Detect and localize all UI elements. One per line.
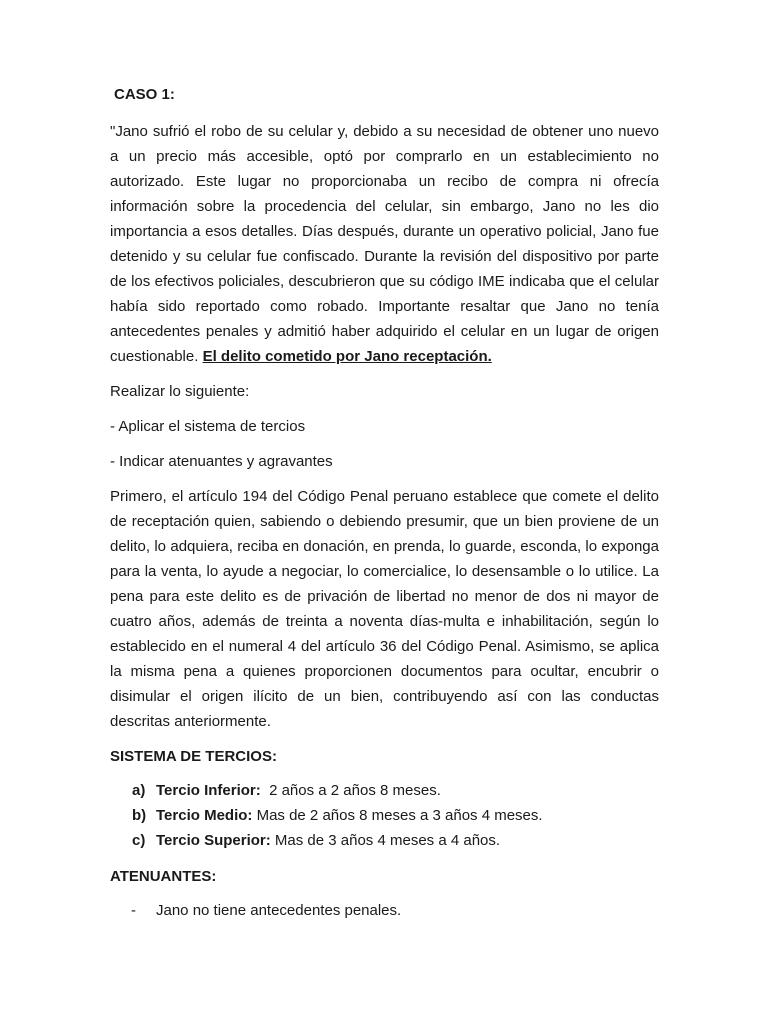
tercio-value: Mas de 2 años 8 meses a 3 años 4 meses. [252,807,543,824]
analysis-paragraph: Primero, el artículo 194 del Código Penal peruano establece que comete el delito de receptación quien, sabiendo o debiendo presumir, que un bien proviene de un delito, lo adquiera, reciba en donación, en prenda, lo guarde, esconda, lo exponga para la venta, lo ayude a negociar, lo comercialice, lo desensamble o lo utilice. La pena para este delito es de privación de libertad no menor de dos ni mayor de cuatro años, además de treinta a noventa días-multa e inhabilitación, según lo establecido en el numeral 4 del artículo 36 del Código Penal. Asimismo, se aplica la misma pena a quienes proporcionen documentos para ocultar, encubrir o disimular el origen ilícito de un bien, contribuyendo así con las conductas descritas anteriormente. [110,488,659,730]
instruction-item: - Aplicar el sistema de tercios [110,418,306,435]
instructions-intro: Realizar lo siguiente: [110,383,250,400]
dash-marker: - [131,902,136,919]
instruction-item: - Indicar atenuantes y agravantes [110,453,333,470]
list-marker: b) [132,807,147,824]
case-text: "Jano sufrió el robo de su celular y, debido a su necesidad de obtener uno nuevo a un precio más accesible, optó por comprarlo en un establecimiento no autorizado. Este lugar no proporcionaba un recibo de compra ni ofrecía información sobre la procedencia del celular, sin embargo, Jano no les dio importancia a esos detalles. Días después, durante un operativo policial, Jano fue detenido y su celular fue confiscado. Durante la revisión del dispositivo por parte de los efectivos policiales, descubrieron que su código IME indicaba que el celular había sido reportado como robado. Importante resaltar que Jano no tenía antecedentes penales y admitió haber adquirido el celular en un lugar de origen cuestionable. [110,123,659,365]
tercios-heading: SISTEMA DE TERCIOS: [110,748,277,765]
atenuantes-heading: ATENUANTES: [110,868,217,885]
atenuante-text: Jano no tiene antecedentes penales. [156,902,402,919]
list-marker: c) [132,832,146,849]
tercio-term: Tercio Superior: [156,832,271,849]
case-conclusion: El delito cometido por Jano receptación. [202,348,492,365]
tercio-term: Tercio Medio: [156,807,253,824]
tercio-item [132,828,659,853]
case-title: CASO 1: [114,86,175,103]
document-page [110,84,659,923]
atenuantes-list [110,898,659,923]
tercio-value: 2 años a 2 años 8 meses. [260,782,441,799]
tercio-term: Tercio Inferior: [156,782,261,799]
tercio-item [132,778,659,803]
list-item [110,898,659,923]
tercios-list [132,778,659,853]
list-marker: a) [132,782,146,799]
tercio-value: Mas de 3 años 4 meses a 4 años. [270,832,501,849]
tercio-item [132,803,659,828]
case-paragraph [110,119,659,369]
